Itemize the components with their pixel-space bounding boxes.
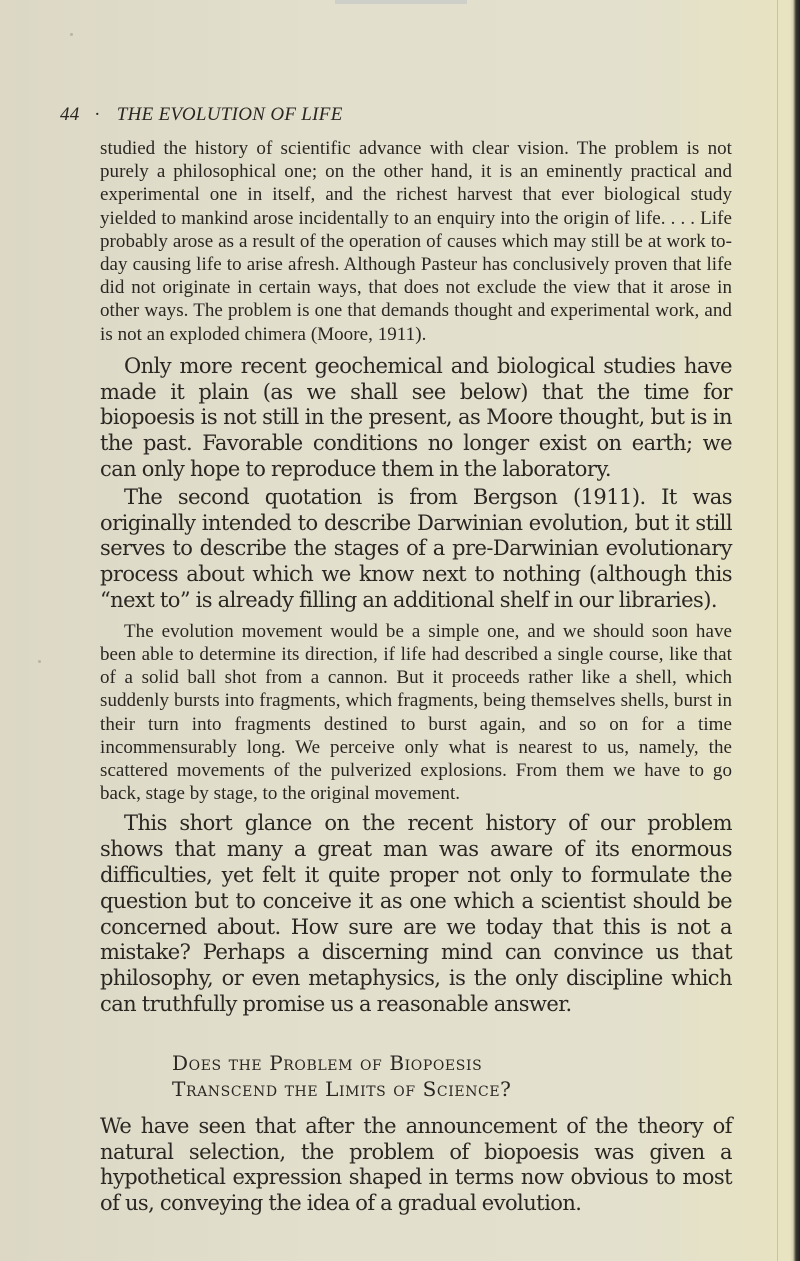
book-binding-edge: [790, 0, 800, 1261]
paragraph-recent-history: This short glance on the recent history of our problem shows that many a great man was aware of its enormous difficulties, yet felt it quite proper not only to formulate the question but to conceive it as one which a scientist should be concerned about. How sure are we today that this is not a mistake? Perhaps a discerning mind can convince us that philosophy, or even metaphysics, is the only discipline which can truthfully promise us a reasonable answer.: [100, 811, 732, 1016]
paragraph-bergson-quotation: The second quotation is from Bergson (1911). It was originally intended to describe Darwinian evolution, but it still serves to describe the stages of a pre-Darwinian evolutionary process about which we know next to nothing (although this “next to” is already filling an additional shelf in our libraries).: [100, 484, 732, 612]
page-number: 44: [60, 104, 80, 125]
running-head-separator: ·: [94, 104, 100, 125]
paper-speck: [38, 660, 41, 663]
page-gutter-line: [777, 0, 778, 1261]
section-heading: [172, 1050, 732, 1102]
running-head-title: THE EVOLUTION OF LIFE: [116, 104, 343, 125]
section-heading-line-1: Does the Problem of Biopoesis: [172, 1050, 483, 1075]
paragraph-geochemical-studies: Only more recent geochemical and biological studies have made it plain (as we shall see below) that the time for biopoesis is not still in the present, as Moore thought, but is in the past. Favorable conditions no longer exist on earth; we can only hope to reproduce them in the laboratory.: [100, 353, 732, 482]
main-text-block: [100, 137, 732, 1217]
scan-artifact-strip: [335, 0, 467, 4]
paper-speck: [70, 33, 73, 36]
paragraph-natural-selection: We have seen that after the announcement of the theory of natural selection, the problem of biopoesis was given a hypothetical expression shaped in terms now obvious to most of us, conveying the idea of a gradual evolution.: [100, 1113, 732, 1216]
section-heading-line-2: Transcend the Limits of Science?: [172, 1076, 512, 1101]
running-head: [60, 104, 343, 126]
block-quote-moore: studied the history of scientific advance with clear vision. The problem is not purely a philosophical one; on the other hand, it is an eminently practical and experimental one in itself, and the richest harvest that ever biological study yielded to mankind arose incidentally to an enquiry into the origin of life. . . . Life probably arose as a result of the operation of causes which may still be at work to-day causing life to arise afresh. Although Pasteur has conclusively proven that life did not originate in certain ways, that does not exclude the view that it arose in other ways. The problem is one that demands thought and experimental work, and is not an exploded chimera (Moore, 1911).: [100, 138, 732, 345]
block-quote-bergson: The evolution movement would be a simple one, and we should soon have been able to determine its direction, if life had described a single course, like that of a solid ball shot from a cannon. But it proceeds rather like a shell, which suddenly bursts into fragments, which fragments, being themselves shells, burst in their turn into fragments destined to burst again, and so on for a time incommensurably long. We perceive only what is nearest to us, namely, the scattered movements of the pulverized explosions. From them we have to go back, stage by stage, to the original movement.: [100, 620, 732, 805]
